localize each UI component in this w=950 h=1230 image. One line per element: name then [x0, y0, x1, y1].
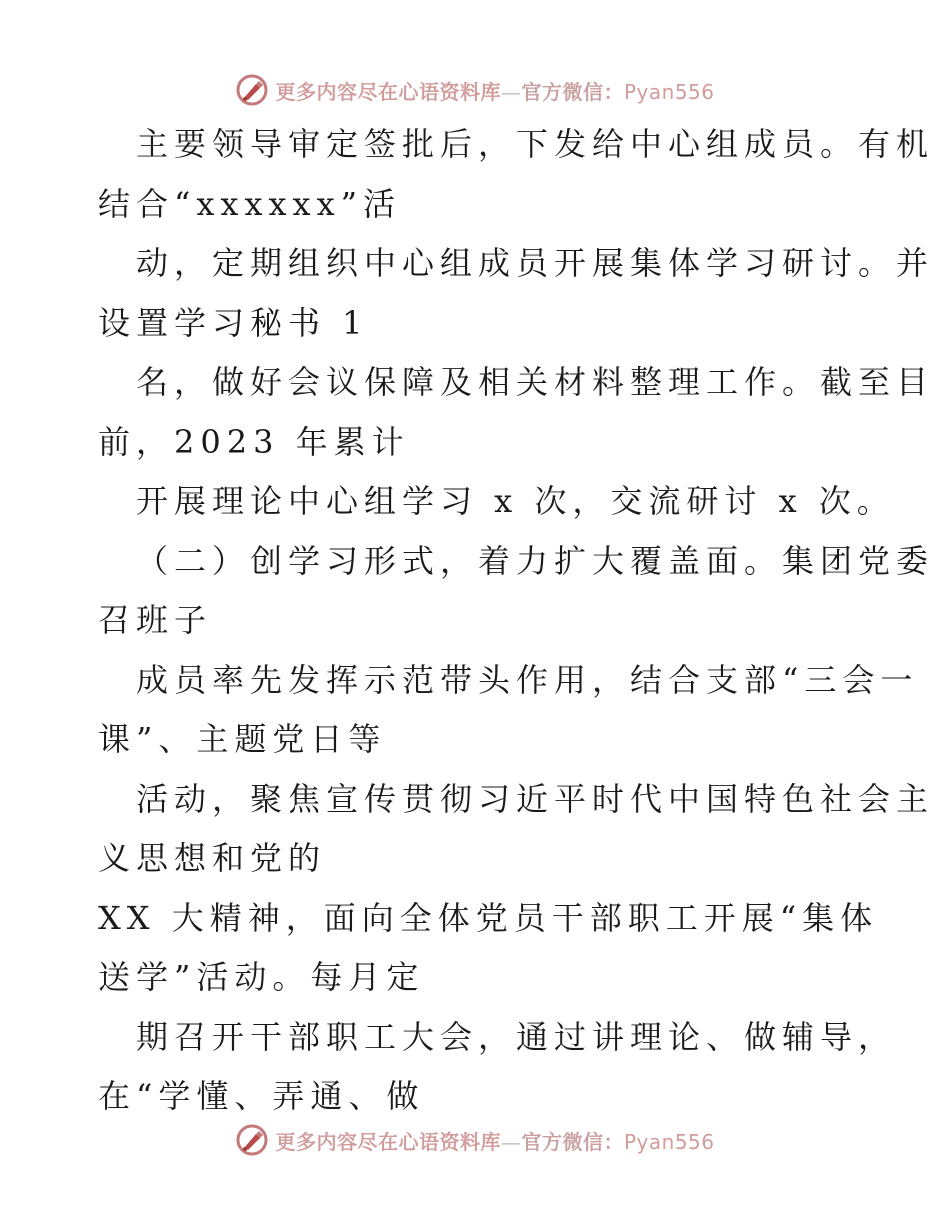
- footer-wechat-label: 官方微信：: [521, 1129, 624, 1154]
- body-line: 期召开干部职工大会，通过讲理论、做辅导，: [136, 1017, 897, 1056]
- body-line: 名，做好会议保障及相关材料整理工作。截至目: [136, 363, 935, 401]
- body-line: 结合“xxxxxx”活: [98, 184, 402, 223]
- body-line: 活动，聚焦宣传贯彻习近平时代中国特色社会主: [136, 779, 935, 818]
- body-line: 开展理论中心组学习 x 次，交流研讨 x 次。: [136, 482, 895, 520]
- body-line: 义思想和党的: [98, 839, 327, 877]
- body-line: 前，2023 年累计: [98, 422, 410, 461]
- pen-nib-logo-icon: [235, 1123, 269, 1157]
- header-brand-text: [275, 76, 714, 105]
- pen-nib-logo-icon: [235, 73, 269, 107]
- body-line: 送学”活动。每月定: [98, 958, 425, 996]
- body-line: 主要领导审定签批后，下发给中心组成员。有机: [136, 125, 935, 163]
- body-line: XX 大精神，面向全体党员干部职工开展“集体: [98, 898, 879, 937]
- body-line: 在“学懂、弄通、做: [98, 1077, 425, 1115]
- header-wechat-label: 官方微信：: [521, 79, 624, 104]
- document-body: [0, 115, 950, 1127]
- header-brand-main: 更多内容尽在心语资料库: [275, 79, 501, 104]
- header-wechat-id: Pyan556: [623, 79, 715, 104]
- body-line: 设置学习秘书 1: [98, 303, 369, 342]
- footer-brand-separator: —: [500, 1129, 522, 1154]
- body-line: 召班子: [98, 601, 213, 639]
- body-line: 课”、主题党日等: [98, 720, 387, 758]
- body-line: 动，定期组织中心组成员开展集体学习研讨。并: [136, 244, 935, 282]
- footer-brand-main: 更多内容尽在心语资料库: [275, 1129, 501, 1154]
- section-heading-line: （二）创学习形式，着力扩大覆盖面。集团党委: [136, 541, 935, 580]
- body-line: 成员率先发挥示范带头作用，结合支部“三会一: [136, 660, 919, 699]
- footer-wechat-id: Pyan556: [623, 1129, 715, 1154]
- page-header-watermark: [0, 70, 950, 110]
- footer-brand-text: [275, 1126, 714, 1155]
- page-footer-watermark: [0, 1120, 950, 1160]
- header-brand-separator: —: [500, 79, 522, 104]
